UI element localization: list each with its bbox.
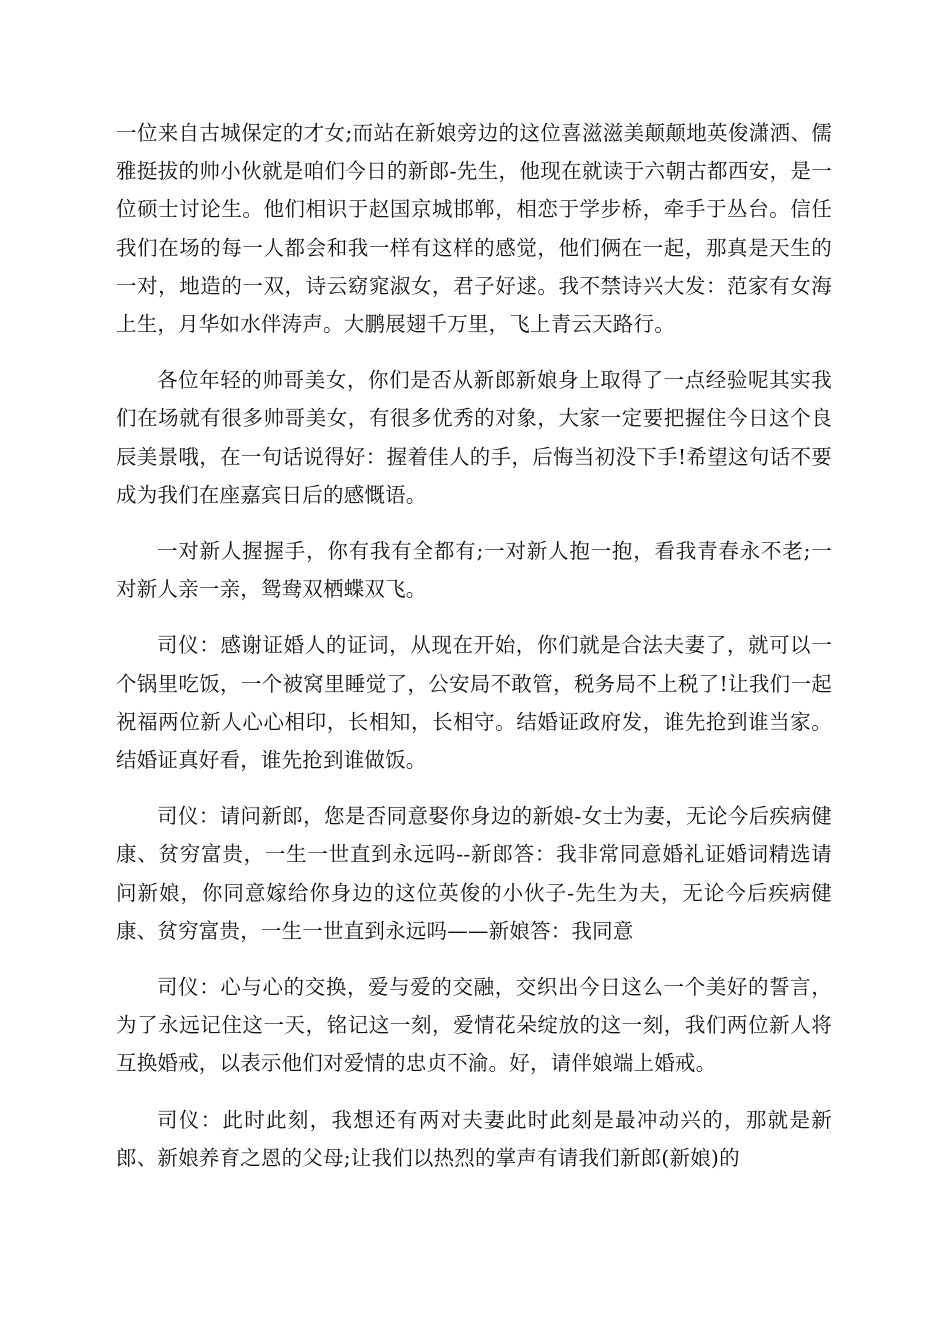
paragraph-3: 一对新人握握手，你有我有全都有;一对新人抱一抱，看我青春永不老;一对新人亲一亲，鸳鸯双栖蝶双飞。 — [116, 539, 832, 602]
paragraph-4: 司仪：感谢证婚人的证词，从现在开始，你们就是合法夫妻了，就可以一个锅里吃饭，一个被窝里睡觉了，公安局不敢管，税务局不上税了!让我们一起祝福两位新人心心相印，长相知，长相守。结婚证政府发，谁先抢到谁当家。结婚证真好看，谁先抢到谁做饭。 — [116, 633, 832, 773]
paragraph-5: 司仪：请问新郎，您是否同意娶你身边的新娘-女士为妻，无论今后疾病健康、贫穷富贵，一生一世直到永远吗--新郎答：我非常同意婚礼证婚词精选请问新娘，你同意嫁给你身边的这位英俊的小伙子-先生为夫，无论今后疾病健康、贫穷富贵，一生一世直到永远吗——新娘答：我同意 — [116, 804, 832, 943]
paragraph-1: 一位来自古城保定的才女;而站在新娘旁边的这位喜滋滋美颠颠地英俊潇洒、儒雅挺拔的帅小伙就是咱们今日的新郎-先生，他现在就读于六朝古都西安，是一位硕士讨论生。他们相识于赵国京城邯郸，相恋于学步桥，牵手于丛台。信任我们在场的每一人都会和我一样有这样的感觉，他们俩在一起，那真是天生的一对，地造的一双，诗云窈窕淑女，君子好逑。我不禁诗兴大发：范家有女海上生，月华如水伴涛声。大鹏展翅千万里，飞上青云天路行。 — [116, 121, 832, 337]
paragraph-7: 司仪：此时此刻，我想还有两对夫妻此时此刻是最冲动兴的，那就是新郎、新娘养育之恩的父母;让我们以热烈的掌声有请我们新郎(新娘)的 — [116, 1107, 832, 1170]
paragraph-2: 各位年轻的帅哥美女，你们是否从新郎新娘身上取得了一点经验呢其实我们在场就有很多帅哥美女，有很多优秀的对象，大家一定要把握住今日这个良辰美景哦，在一句话说得好：握着佳人的手，后悔当初没下手!希望这句话不要成为我们在座嘉宾日后的感慨语。 — [116, 368, 832, 507]
paragraph-6: 司仪：心与心的交换，爱与爱的交融，交织出今日这么一个美好的誓言，为了永远记住这一天，铭记这一刻，爱情花朵绽放的这一刻，我们两位新人将互换婚戒，以表示他们对爱情的忠贞不渝。好，请伴娘端上婚戒。 — [116, 975, 832, 1076]
